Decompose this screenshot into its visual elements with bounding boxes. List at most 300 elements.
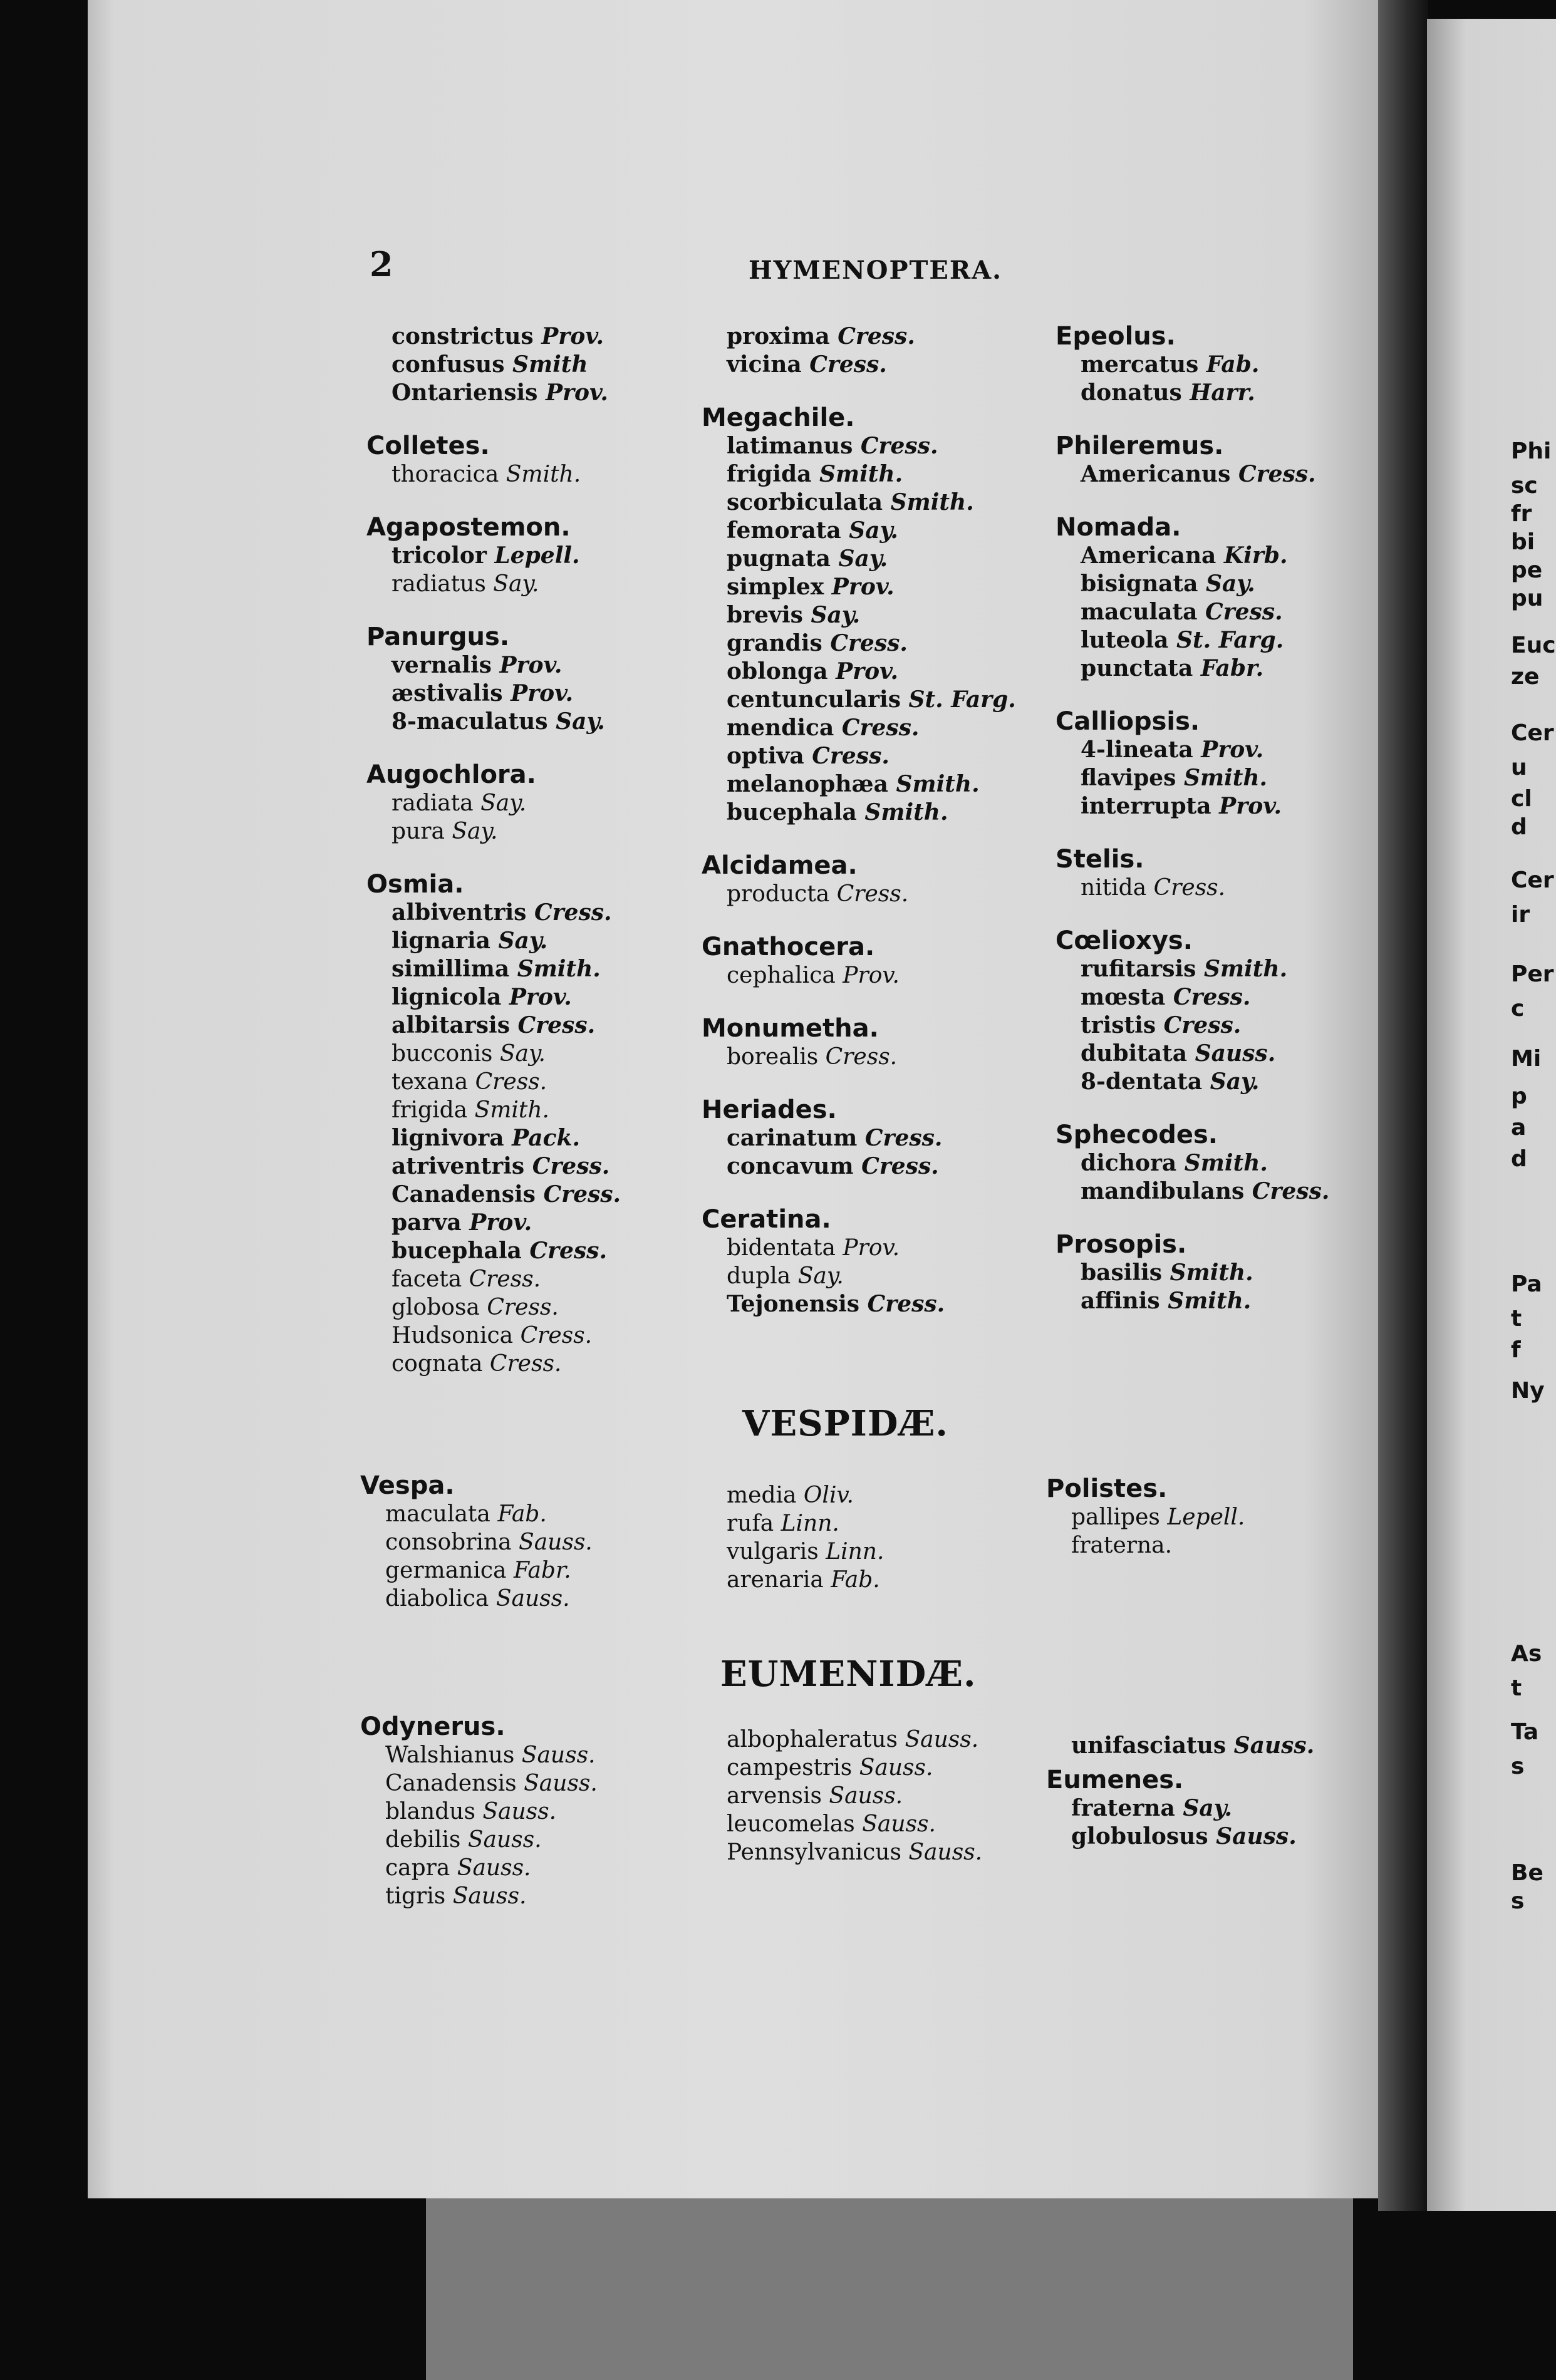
species-name: latimanus — [727, 433, 853, 459]
species-author: Sauss. — [495, 1586, 570, 1612]
species-name: maculata — [1081, 599, 1198, 625]
species-author: Smith. — [890, 489, 974, 515]
species-entry — [366, 351, 621, 379]
species-entry — [1055, 654, 1329, 683]
species-author: Say. — [849, 517, 898, 544]
species-author: Cress. — [1205, 599, 1283, 625]
species-name: oblonga — [727, 658, 828, 685]
species-entry — [366, 1322, 621, 1350]
species-author: Cress. — [489, 1351, 562, 1377]
next-page-text-fragment: Euc — [1511, 633, 1556, 658]
species-name: simplex — [727, 574, 824, 600]
species-name: radiata — [392, 790, 474, 816]
species-author: Sauss. — [908, 1839, 983, 1865]
species-author: Fab. — [831, 1567, 880, 1593]
next-page-text-fragment: pu — [1511, 586, 1543, 611]
species-name: frigida — [392, 1097, 468, 1123]
species-name: fraterna — [1071, 1795, 1175, 1821]
species-entry — [366, 1124, 621, 1152]
species-author: Smith. — [1170, 1260, 1253, 1286]
species-author: Prov. — [843, 1235, 900, 1261]
species-entry — [702, 770, 1016, 799]
species-name: scorbiculata — [727, 489, 883, 515]
species-entry — [366, 899, 621, 927]
species-entry — [702, 517, 1016, 545]
species-name: albophaleratus — [727, 1727, 898, 1752]
genus-heading: Heriades. — [702, 1095, 837, 1124]
species-entry — [1055, 351, 1329, 379]
species-name: vulgaris — [727, 1539, 819, 1565]
species-author: Say. — [452, 819, 498, 844]
species-author: Cress. — [812, 743, 890, 769]
genus-heading: Odynerus. — [360, 1712, 506, 1741]
species-entry — [702, 1481, 884, 1509]
species-name: dichora — [1081, 1150, 1177, 1176]
genus-heading: Vespa. — [360, 1471, 455, 1500]
genus-heading: Gnathocera. — [702, 933, 875, 961]
species-name: mercatus — [1081, 351, 1199, 378]
species-author: Prov. — [509, 984, 572, 1010]
species-entry — [360, 1826, 598, 1854]
species-author: Prov. — [843, 963, 900, 988]
species-entry — [1046, 1823, 1314, 1851]
species-entry — [702, 629, 1016, 658]
species-name: faceta — [392, 1266, 462, 1292]
species-author: Prov. — [499, 652, 563, 678]
species-author: Cress. — [487, 1295, 559, 1320]
species-name: debilis — [385, 1827, 461, 1853]
species-entry — [702, 1043, 1016, 1071]
next-page-text-fragment: ze — [1511, 664, 1540, 690]
species-entry — [702, 1538, 884, 1566]
genus-heading: Prosopis. — [1055, 1230, 1187, 1259]
species-name: proxima — [727, 323, 830, 349]
species-name: Ontariensis — [392, 380, 538, 406]
species-entry — [366, 1265, 621, 1293]
species-entry — [1055, 1040, 1329, 1068]
next-page-text-fragment: cl — [1511, 786, 1532, 812]
species-name: Tejonensis — [727, 1291, 860, 1317]
species-entry — [702, 351, 1016, 379]
genus-heading: Augochlora. — [366, 760, 536, 789]
species-entry — [366, 323, 621, 351]
species-entry — [702, 658, 1016, 686]
species-name: punctata — [1081, 655, 1193, 681]
species-entry — [702, 573, 1016, 601]
species-author: Smith. — [506, 462, 581, 487]
species-entry — [366, 983, 621, 1011]
species-name: mœsta — [1081, 984, 1166, 1010]
next-page-text-fragment: ir — [1511, 902, 1530, 928]
species-author: Cress. — [543, 1181, 621, 1208]
species-author: Sauss. — [452, 1883, 527, 1909]
species-entry — [366, 1011, 621, 1040]
species-author: Sauss. — [524, 1771, 598, 1796]
genus-heading: Alcidamea. — [702, 851, 858, 880]
species-entry — [1055, 1068, 1329, 1096]
species-name: pallipes — [1071, 1504, 1160, 1530]
species-entry — [702, 686, 1016, 714]
species-name: luteola — [1081, 627, 1169, 653]
next-page-text-fragment: c — [1511, 996, 1525, 1022]
species-author: Linn. — [781, 1511, 839, 1536]
vespidae-column-2 — [702, 1481, 884, 1594]
species-author: Cress. — [517, 1012, 596, 1038]
species-author: Lepell. — [494, 542, 580, 569]
species-author: Say. — [499, 1041, 546, 1067]
genus-heading: Panurgus. — [366, 623, 510, 651]
species-name: donatus — [1081, 380, 1182, 406]
running-head: HYMENOPTERA. — [749, 256, 1003, 285]
species-name: media — [727, 1482, 797, 1508]
species-entry — [366, 651, 621, 680]
species-entry — [702, 1725, 982, 1754]
species-entry — [1055, 1287, 1329, 1315]
species-entry — [702, 1566, 884, 1594]
species-author: Prov. — [1201, 737, 1264, 763]
species-entry — [702, 1782, 982, 1810]
species-author: Cress. — [860, 433, 938, 459]
next-page-text-fragment: As — [1511, 1641, 1542, 1667]
species-entry — [360, 1854, 598, 1882]
species-name: atriventris — [392, 1153, 525, 1179]
species-name: 8-dentata — [1081, 1068, 1203, 1095]
species-author: Say. — [838, 546, 888, 572]
species-name: confusus — [392, 351, 505, 378]
eumenidae-column-3 — [1046, 1732, 1314, 1851]
vespidae-column-1 — [360, 1472, 593, 1613]
species-entry — [702, 1838, 982, 1866]
species-entry — [1055, 1011, 1329, 1040]
species-author: St. Farg. — [908, 686, 1016, 713]
species-name: carinatum — [727, 1125, 858, 1151]
species-entry — [360, 1798, 598, 1826]
species-author: Oliv. — [803, 1482, 854, 1508]
species-name: bidentata — [727, 1235, 836, 1261]
species-entry — [366, 1350, 621, 1378]
species-name: arenaria — [727, 1567, 824, 1593]
species-name: constrictus — [392, 323, 534, 349]
species-entry — [1055, 955, 1329, 983]
species-author: Say. — [480, 790, 527, 816]
species-name: capra — [385, 1855, 450, 1881]
species-entry — [702, 432, 1016, 460]
species-entry — [360, 1500, 593, 1528]
species-name: bucconis — [392, 1041, 493, 1067]
species-author: Smith. — [1184, 1150, 1268, 1176]
species-author: Say. — [1205, 571, 1255, 597]
species-entry — [702, 1262, 1016, 1290]
species-author: Cress. — [830, 630, 908, 656]
species-entry — [1055, 792, 1329, 820]
species-author: Smith. — [896, 771, 980, 797]
species-name: blandus — [385, 1799, 475, 1824]
bees-column-1 — [366, 323, 621, 1378]
species-entry — [366, 1293, 621, 1322]
next-page-text-fragment: p — [1511, 1084, 1527, 1109]
species-author: Harr. — [1190, 380, 1255, 406]
species-entry — [1055, 460, 1329, 489]
family-heading-vespidae: VESPIDÆ. — [742, 1403, 948, 1444]
species-author: Sauss. — [457, 1855, 531, 1881]
next-page-text-fragment: bi — [1511, 529, 1535, 555]
species-entry — [1055, 570, 1329, 598]
next-page-text-fragment: Pa — [1511, 1271, 1542, 1297]
species-entry — [702, 489, 1016, 517]
species-name: producta — [727, 881, 830, 907]
bees-column-2 — [702, 323, 1016, 1318]
species-author: Sauss. — [829, 1783, 903, 1809]
species-entry — [702, 1234, 1016, 1262]
species-entry — [366, 542, 621, 570]
species-author: Sauss. — [467, 1827, 542, 1853]
species-entry — [366, 927, 621, 955]
species-name: arvensis — [727, 1783, 822, 1809]
next-page-text-fragment: sc — [1511, 473, 1538, 499]
species-name: Canadensis — [385, 1771, 517, 1796]
species-entry — [366, 680, 621, 708]
genus-heading: Eumenes. — [1046, 1766, 1184, 1794]
next-page-text-fragment: Phi — [1511, 438, 1552, 464]
next-page-text-fragment: u — [1511, 755, 1527, 780]
species-author: Cress. — [838, 323, 915, 349]
book-gutter — [1378, 0, 1428, 2211]
species-name: germanica — [385, 1558, 507, 1583]
species-name: Pennsylvanicus — [727, 1839, 901, 1865]
species-entry — [702, 880, 1016, 908]
next-page-text-fragment: f — [1511, 1337, 1521, 1363]
species-entry — [1046, 1794, 1314, 1823]
species-author: Sauss. — [482, 1799, 557, 1824]
species-name: dupla — [727, 1263, 791, 1289]
eumenidae-column-2 — [702, 1725, 982, 1866]
genus-heading: Polistes. — [1046, 1474, 1168, 1503]
species-name: consobrina — [385, 1529, 512, 1555]
species-entry — [702, 1509, 884, 1538]
species-entry — [1055, 379, 1329, 407]
species-author: Cress. — [1153, 875, 1226, 901]
species-name: parva — [392, 1209, 462, 1236]
species-name: cognata — [392, 1351, 483, 1377]
species-author: Prov. — [541, 323, 604, 349]
species-name: æstivalis — [392, 680, 503, 706]
species-entry — [366, 1040, 621, 1068]
species-name: simillima — [392, 956, 510, 982]
species-author: Cress. — [825, 1044, 898, 1070]
species-name: radiatus — [392, 571, 486, 597]
species-author: Cress. — [520, 1323, 593, 1348]
species-name: albiventris — [392, 899, 527, 926]
species-name: tristis — [1081, 1012, 1156, 1038]
species-author: Say. — [498, 928, 548, 954]
species-entry — [1046, 1503, 1245, 1531]
species-name: leucomelas — [727, 1811, 855, 1837]
species-entry — [702, 742, 1016, 770]
next-page-text-fragment: Ny — [1511, 1378, 1545, 1404]
species-entry — [1055, 736, 1329, 764]
species-author: Linn. — [826, 1539, 884, 1565]
species-entry — [360, 1882, 598, 1910]
species-author: Smith. — [474, 1097, 549, 1123]
genus-heading: Sphecodes. — [1055, 1120, 1218, 1149]
species-name: brevis — [727, 602, 803, 628]
species-name: affinis — [1081, 1288, 1160, 1314]
species-author: Kirb. — [1223, 542, 1288, 569]
species-entry — [1055, 1149, 1329, 1177]
species-author: Sauss. — [1216, 1823, 1297, 1850]
species-name: rufitarsis — [1081, 956, 1196, 982]
species-entry — [702, 460, 1016, 489]
page-number: 2 — [370, 244, 393, 284]
species-entry — [702, 323, 1016, 351]
species-name: pura — [392, 819, 445, 844]
next-page-text-fragment: Ta — [1511, 1719, 1539, 1745]
next-page-text-fragment: Cer — [1511, 867, 1554, 893]
species-entry — [702, 1810, 982, 1838]
species-entry — [1055, 542, 1329, 570]
genus-heading: Epeolus. — [1055, 322, 1176, 351]
species-entry — [1055, 1177, 1329, 1206]
genus-heading: Monumetha. — [702, 1014, 879, 1043]
species-author: Cress. — [1173, 984, 1251, 1010]
species-entry — [1055, 598, 1329, 626]
species-name: centuncularis — [727, 686, 901, 713]
species-name: thoracica — [392, 462, 499, 487]
species-author: Pack. — [512, 1125, 580, 1151]
species-entry — [366, 1181, 621, 1209]
species-author: Cress. — [809, 351, 887, 378]
next-page-text-fragment: s — [1511, 1754, 1525, 1779]
species-author: Say. — [811, 602, 861, 628]
species-entry — [702, 714, 1016, 742]
species-author: Say. — [1210, 1068, 1260, 1095]
species-name: lignivora — [392, 1125, 504, 1151]
species-entry — [702, 601, 1016, 629]
underlying-board — [426, 2180, 1353, 2380]
species-author: Smith. — [517, 956, 601, 982]
species-entry — [366, 1152, 621, 1181]
species-author: Cress. — [841, 715, 920, 741]
species-name: Americanus — [1081, 461, 1231, 487]
species-entry — [366, 789, 621, 817]
species-name: mendica — [727, 715, 834, 741]
species-author: Say. — [556, 708, 605, 735]
next-page-text-fragment: Per — [1511, 961, 1554, 987]
species-entry — [366, 460, 621, 489]
species-author: Sauss. — [859, 1755, 933, 1781]
species-author: Prov. — [545, 380, 608, 406]
species-name: fraterna. — [1071, 1533, 1173, 1558]
species-entry — [702, 1152, 1016, 1181]
species-entry — [366, 570, 621, 598]
species-name: grandis — [727, 630, 822, 656]
species-name: frigida — [727, 461, 812, 487]
species-author: Cress. — [534, 899, 612, 926]
species-author: Fab. — [497, 1501, 547, 1527]
species-name: Canadensis — [392, 1181, 536, 1208]
species-entry — [366, 1209, 621, 1237]
species-entry — [702, 1754, 982, 1782]
species-author: Cress. — [532, 1153, 610, 1179]
species-entry — [1055, 1259, 1329, 1287]
species-entry — [1055, 626, 1329, 654]
species-author: Prov. — [511, 680, 573, 706]
species-entry — [1046, 1732, 1314, 1760]
species-author: Smith. — [1204, 956, 1288, 982]
genus-heading: Ceratina. — [702, 1205, 831, 1234]
species-author: Cress. — [529, 1238, 607, 1264]
genus-heading: Megachile. — [702, 403, 855, 432]
species-entry — [360, 1769, 598, 1798]
genus-heading: Stelis. — [1055, 845, 1144, 874]
species-name: globulosus — [1071, 1823, 1208, 1850]
genus-heading: Colletes. — [366, 432, 490, 460]
species-entry — [366, 817, 621, 846]
species-name: borealis — [727, 1044, 819, 1070]
next-page-text-fragment: s — [1511, 1888, 1525, 1914]
species-name: concavum — [727, 1153, 854, 1179]
species-entry — [702, 545, 1016, 573]
next-page-text-fragment: Mi — [1511, 1046, 1542, 1072]
species-name: femorata — [727, 517, 841, 544]
species-entry — [366, 1068, 621, 1096]
species-author: Lepell. — [1167, 1504, 1245, 1530]
species-entry — [360, 1585, 593, 1613]
bees-column-3 — [1055, 323, 1329, 1315]
species-name: mandibulans — [1081, 1178, 1245, 1204]
species-author: Say. — [1183, 1795, 1232, 1821]
next-page-text-fragment: Cer — [1511, 720, 1554, 746]
genus-heading: Cœlioxys. — [1055, 926, 1193, 955]
species-author: Smith. — [1168, 1288, 1252, 1314]
species-entry — [1055, 764, 1329, 792]
species-name: basilis — [1081, 1260, 1163, 1286]
species-author: Smith. — [819, 461, 903, 487]
species-author: Cress. — [475, 1069, 547, 1095]
species-name: Hudsonica — [392, 1323, 514, 1348]
next-page-text-fragment: d — [1511, 1146, 1527, 1172]
species-author: Cress. — [1238, 461, 1316, 487]
species-entry — [366, 1096, 621, 1124]
next-page-text-fragment: d — [1511, 814, 1527, 840]
genus-heading: Osmia. — [366, 870, 464, 899]
species-author: Cress. — [469, 1266, 541, 1292]
genus-heading: Nomada. — [1055, 513, 1181, 542]
species-author: Sauss. — [519, 1529, 593, 1555]
species-author: Prov. — [831, 574, 895, 600]
species-name: bisignata — [1081, 571, 1198, 597]
species-name: texana — [392, 1069, 469, 1095]
species-author: Fabr. — [513, 1558, 571, 1583]
species-entry — [366, 708, 621, 736]
species-name: albitarsis — [392, 1012, 510, 1038]
species-author: Say. — [797, 1263, 844, 1289]
species-author: Cress. — [864, 1125, 943, 1151]
next-page-text-fragment: t — [1511, 1675, 1522, 1701]
species-entry — [702, 961, 1016, 990]
next-page-text-fragment: Be — [1511, 1860, 1543, 1886]
genus-heading: Phileremus. — [1055, 432, 1224, 460]
species-name: Walshianus — [385, 1742, 515, 1768]
eumenidae-column-1 — [360, 1713, 598, 1910]
species-name: campestris — [727, 1755, 853, 1781]
species-name: lignicola — [392, 984, 502, 1010]
species-author: Smith. — [864, 799, 948, 825]
species-name: pugnata — [727, 546, 831, 572]
species-author: Smith — [512, 351, 588, 378]
species-name: 4-lineata — [1081, 737, 1193, 763]
species-entry — [360, 1556, 593, 1585]
